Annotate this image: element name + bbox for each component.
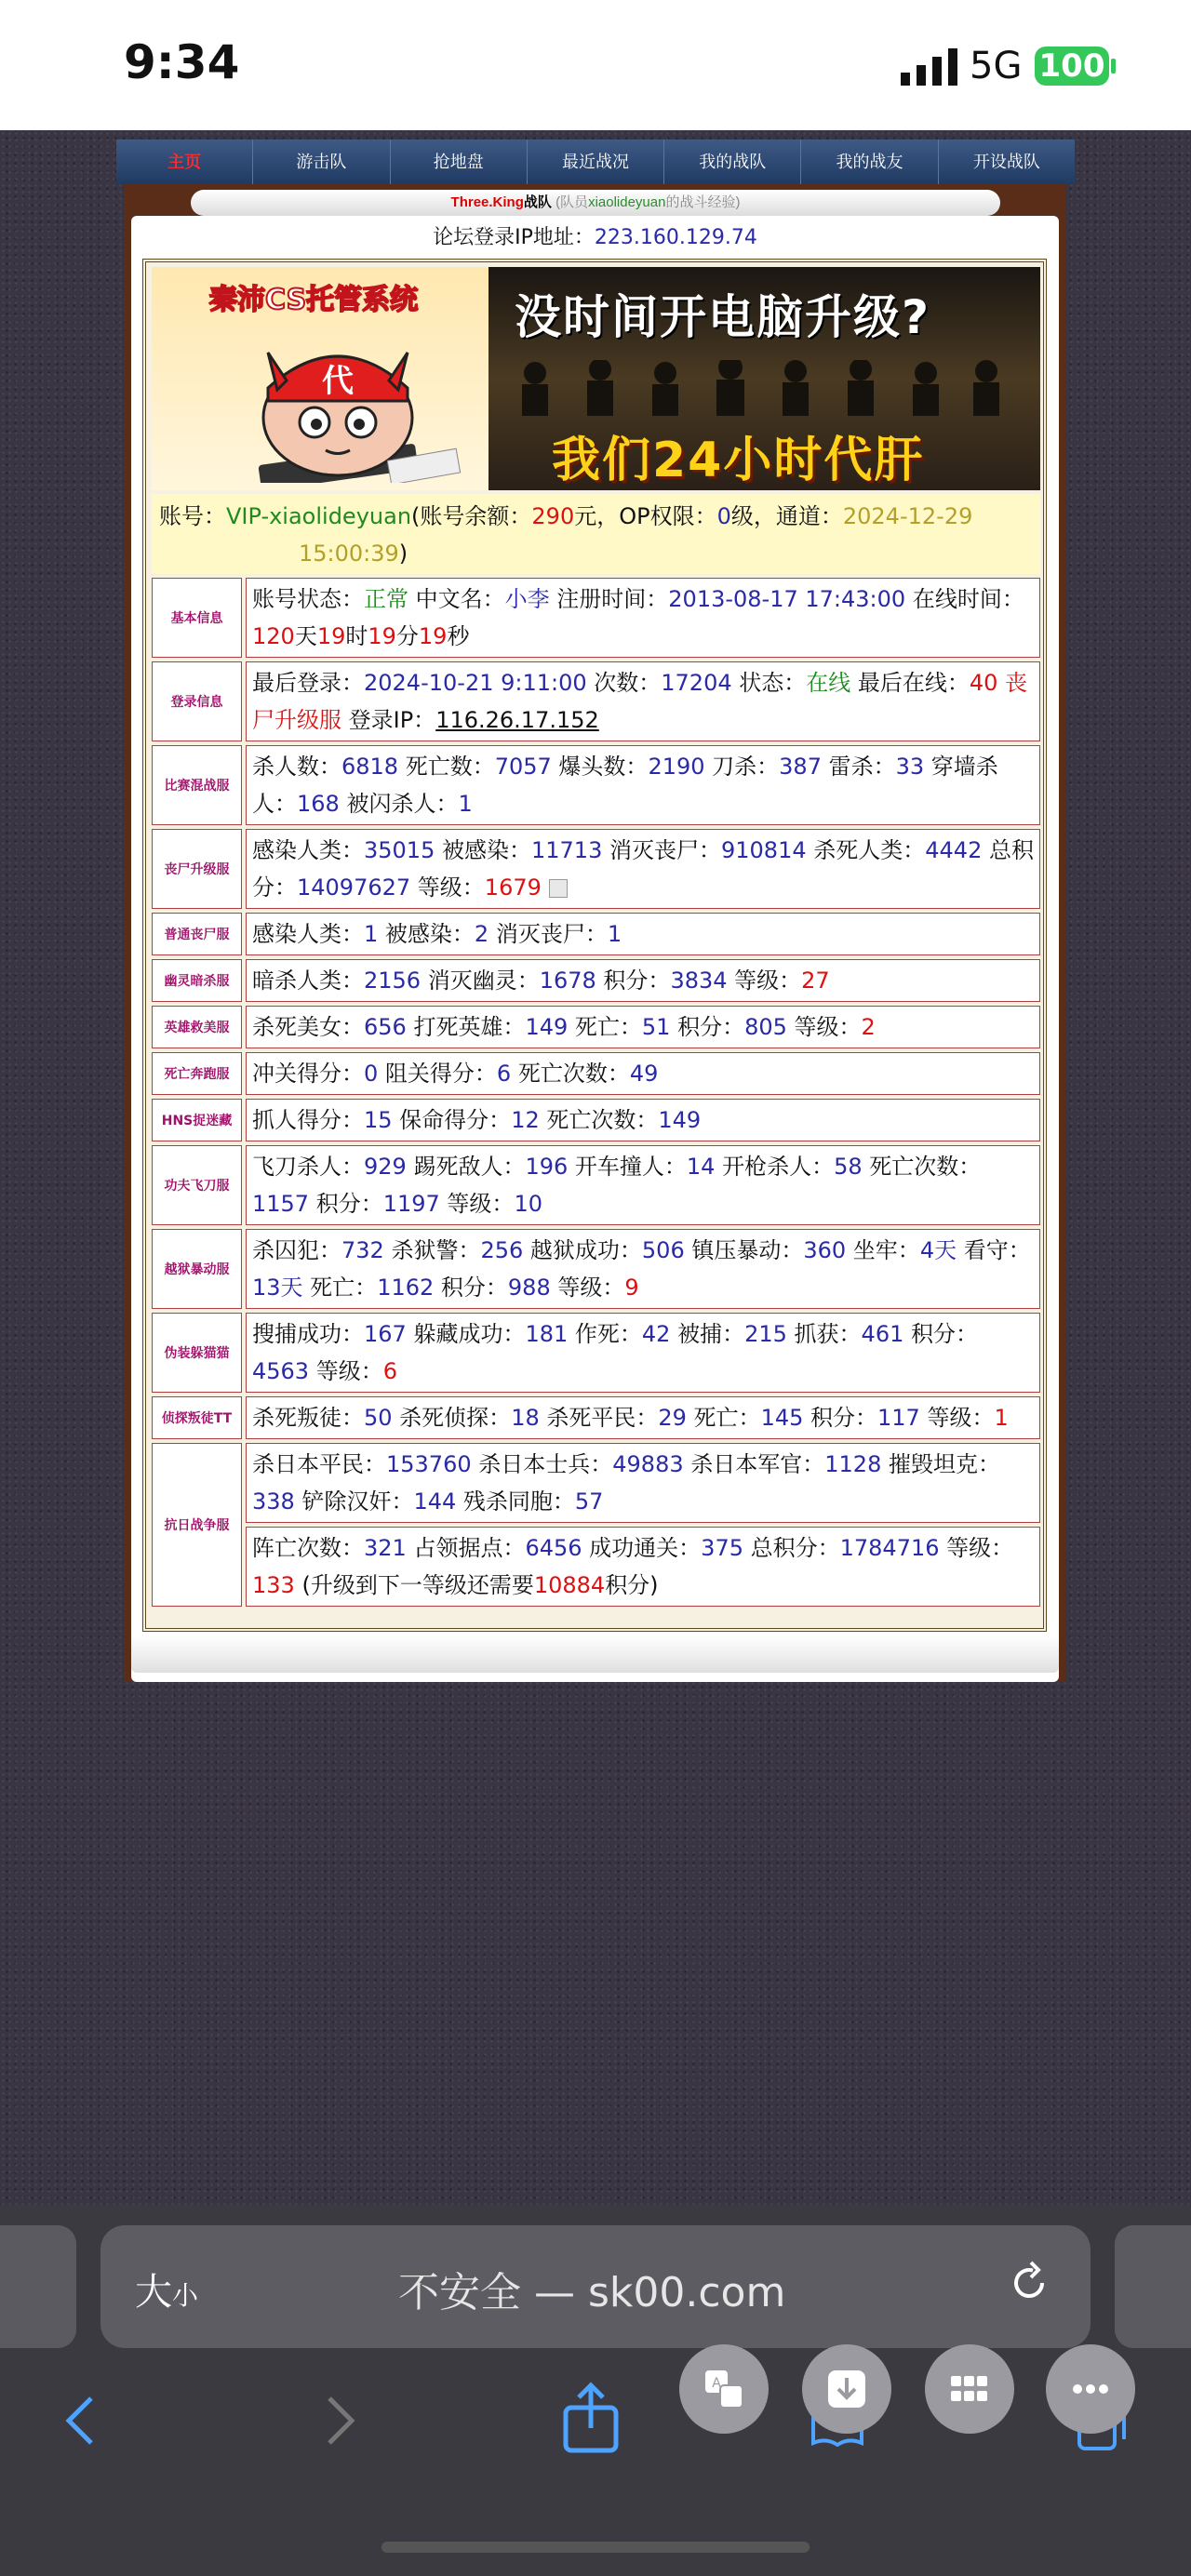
stat-label: 死亡： [686, 1405, 761, 1431]
stat-value: 215 [744, 1321, 787, 1347]
apps-button[interactable] [925, 2344, 1014, 2434]
stat-value: 29 [658, 1405, 687, 1431]
stat-value: 1 [607, 921, 622, 947]
team-note-suffix: 的战斗经验) [665, 194, 741, 210]
stat-value: 2024-10-21 9:11:00 [364, 670, 587, 696]
share-icon[interactable] [558, 2382, 623, 2456]
stat-label: 飞刀杀人： [252, 1154, 364, 1180]
stat-value: 153760 [386, 1451, 472, 1477]
table-row [152, 578, 1040, 658]
stat-label: 杀死侦探： [392, 1405, 512, 1431]
stat-value: 181 [525, 1321, 569, 1347]
stat-value: 正常 [364, 586, 408, 612]
network-type: 5G [970, 45, 1023, 87]
stat-value: 14 [686, 1154, 716, 1180]
stat-label: 作死： [568, 1321, 642, 1347]
stat-value: 57 [574, 1488, 604, 1515]
stat-unit: 时 [345, 623, 368, 649]
forum-ip [141, 220, 1050, 257]
stat-label: 等级： [727, 968, 802, 994]
table-row [152, 745, 1040, 825]
stat-label: 成功通关： [582, 1535, 702, 1561]
url-text[interactable]: 不安全 — sk00.com [398, 2269, 786, 2316]
stat-value: 656 [364, 1014, 407, 1040]
stat-value: 1 [458, 791, 473, 817]
stat-value: 12 [511, 1107, 540, 1133]
row-line [246, 1527, 1040, 1607]
stat-label: 杀死美女： [252, 1014, 364, 1040]
stat-value: 0 [364, 1061, 379, 1087]
table-row [152, 1229, 1040, 1309]
op-level: 0 [716, 503, 731, 529]
account-summary [152, 494, 1040, 574]
table-row [152, 1099, 1040, 1141]
account-close: ) [398, 541, 408, 567]
stat-value: 805 [744, 1014, 787, 1040]
row-line [246, 745, 1040, 825]
stat-label: 注册时间： [549, 586, 669, 612]
stat-label: 看守： [957, 1237, 1031, 1263]
stat-label: 爆头数： [551, 754, 649, 780]
stat-value: 1162 [377, 1275, 435, 1301]
rank-badge-icon [549, 879, 568, 898]
stat-unit: 天 [294, 623, 317, 649]
stat-value: 小李 [504, 586, 550, 612]
stat-value: 732 [341, 1237, 384, 1263]
panel-footer [131, 1635, 1059, 1673]
stat-value: 9 [624, 1275, 639, 1301]
stat-value: 19 [368, 623, 396, 649]
balance-unit: 元，OP权限： [574, 503, 717, 529]
svg-text:A: A [712, 2376, 721, 2391]
row-line [246, 1443, 1040, 1523]
home-indicator [381, 2542, 810, 2553]
stat-value: 49 [629, 1061, 659, 1087]
last-online-server[interactable]: 丧尸升级服 [252, 670, 1028, 733]
stat-label: 积分： [309, 1191, 383, 1217]
row-line [246, 959, 1040, 1002]
stat-label: 抓人得分： [252, 1107, 364, 1133]
stat-label: 杀日本士兵： [471, 1451, 613, 1477]
row-label: 侦探叛徒TT [152, 1396, 242, 1439]
stat-label: 杀囚犯： [252, 1237, 341, 1263]
stat-label: 越狱成功： [523, 1237, 642, 1263]
stat-value: 1678 [539, 968, 596, 994]
stat-value: 1157 [252, 1191, 310, 1217]
channel-time: 15:00:39 [299, 541, 399, 567]
stat-value: 149 [525, 1014, 569, 1040]
stat-unit: 分 [395, 623, 419, 649]
stat-value: 2 [861, 1014, 876, 1040]
account-vip: VIP-xiaolideyuan [226, 503, 412, 529]
stat-unit: 秒 [447, 623, 470, 649]
team-suffix: 战队 [523, 194, 552, 210]
stat-label: 消灭丧尸： [488, 921, 608, 947]
stat-label: 残杀同胞： [456, 1488, 575, 1515]
stat-value: 506 [641, 1237, 685, 1263]
stat-value: 117 [877, 1405, 920, 1431]
stat-value: 360 [803, 1237, 847, 1263]
stat-value: 133 [252, 1572, 295, 1598]
stat-label: 抓获： [786, 1321, 862, 1347]
stat-value: 461 [861, 1321, 904, 1347]
row-label: 幽灵暗杀服 [152, 959, 242, 1002]
row-label: 功夫飞刀服 [152, 1145, 242, 1225]
stat-value: 49883 [612, 1451, 684, 1477]
mascot-char: 代 [322, 363, 354, 400]
stat-value: 40 [969, 670, 998, 696]
row-label: 伪装躲猫猫 [152, 1313, 242, 1393]
stat-value: 910814 [721, 837, 807, 863]
row-line [246, 1229, 1040, 1309]
banner-left [152, 267, 488, 490]
forward-icon[interactable] [320, 2393, 361, 2449]
channel-label: 级，通道： [730, 503, 843, 529]
stat-value: 4442 [925, 837, 983, 863]
banner-right-title: 没时间开电脑升级? [515, 290, 931, 344]
stat-value: 19 [418, 623, 448, 649]
stat-label: 感染人类： [252, 837, 364, 863]
stat-value: 1197 [382, 1191, 440, 1217]
stat-value: 144 [413, 1488, 457, 1515]
table-row [152, 829, 1040, 909]
stat-label: 消灭幽灵： [421, 968, 540, 994]
stat-label: 刀杀： [704, 754, 780, 780]
stat-label: 最后登录： [252, 670, 364, 696]
download-icon [824, 2367, 869, 2411]
stat-label: 死亡： [568, 1014, 642, 1040]
forum-ip-value: 223.160.129.74 [594, 226, 757, 249]
nav-create-team[interactable]: 开设战队 [972, 153, 1040, 171]
account-label: 账号： [159, 503, 226, 529]
nav-my-friends[interactable]: 我的战友 [801, 140, 938, 184]
login-ip-link[interactable]: 116.26.17.152 [435, 707, 599, 733]
row-line [246, 1052, 1040, 1095]
stat-label: 踢死敌人： [406, 1154, 526, 1180]
stat-label: 躲藏成功： [406, 1321, 526, 1347]
stat-value: 11713 [531, 837, 603, 863]
main-nav [116, 140, 1075, 184]
stat-label: 摧毁坦克： [881, 1451, 1000, 1477]
row-label: 比赛混战服 [152, 745, 242, 825]
row-line [246, 913, 1040, 955]
stat-label: 坐牢： [846, 1237, 920, 1263]
row-line [246, 829, 1040, 909]
stat-value: 256 [480, 1237, 524, 1263]
stat-label: 积分： [670, 1014, 745, 1040]
nav-recent-battles[interactable]: 最近战况 [528, 140, 664, 184]
stat-value: 51 [641, 1014, 671, 1040]
stat-label: 保命得分： [392, 1107, 512, 1133]
stat-label: 开枪杀人： [715, 1154, 835, 1180]
stat-value: 1128 [824, 1451, 882, 1477]
stat-label: 积分： [803, 1405, 878, 1431]
stat-label: 账号状态： [252, 586, 364, 612]
row-line [246, 661, 1040, 741]
stat-value: 196 [525, 1154, 569, 1180]
stat-label: 被捕： [670, 1321, 745, 1347]
stat-label: 搜捕成功： [252, 1321, 364, 1347]
table-row [152, 661, 1040, 741]
stat-label: 积分： [596, 968, 671, 994]
row-line [246, 1313, 1040, 1393]
stat-label: 等级： [939, 1535, 1014, 1561]
stat-value: 4563 [252, 1358, 310, 1384]
stat-label: 等级： [786, 1014, 862, 1040]
team-name: Three.King [450, 194, 524, 210]
row-label: 英雄救美服 [152, 1006, 242, 1048]
stat-label: 杀人数： [252, 754, 341, 780]
ad-banner[interactable] [152, 267, 1040, 490]
stat-value: 168 [297, 791, 340, 817]
row-label: HNS捉迷藏 [152, 1099, 242, 1141]
stat-value: 2156 [364, 968, 422, 994]
stat-label: 死亡次数： [862, 1154, 982, 1180]
team-member: xiaolideyuan [588, 194, 666, 210]
stat-label: 等级： [410, 874, 485, 901]
stat-label: 状态： [731, 670, 807, 696]
row-line [246, 1006, 1040, 1048]
back-icon[interactable] [60, 2393, 100, 2449]
stat-value: 在线 [806, 670, 851, 696]
stat-value: 17204 [661, 670, 732, 696]
stat-value: 35015 [364, 837, 435, 863]
stat-label: 杀日本军官： [683, 1451, 825, 1477]
stat-value: 33 [895, 754, 925, 780]
text-size-button[interactable] [135, 2262, 198, 2316]
stat-label: 最后在线： [850, 670, 970, 696]
stat-label: 总积分： [252, 837, 1034, 901]
stat-label: 阻关得分： [378, 1061, 497, 1087]
team-note-prefix: (队员 [555, 194, 589, 210]
stat-value: 14097627 [297, 874, 411, 901]
row-label: 登录信息 [152, 661, 242, 741]
stat-label: 积分： [903, 1321, 978, 1347]
table-row [152, 1396, 1040, 1439]
stat-label: 开车撞人： [568, 1154, 687, 1180]
stat-label: 死亡次数： [539, 1107, 659, 1133]
row-label: 基本信息 [152, 578, 242, 658]
row-line [246, 1396, 1040, 1439]
stat-label: (升级到下一等级还需要 [301, 1572, 534, 1598]
stat-value: 4天 [919, 1237, 957, 1263]
text-size-big: 大 [135, 2271, 172, 2314]
nav-my-team[interactable]: 我的战队 [664, 140, 801, 184]
stat-value: 929 [364, 1154, 407, 1180]
stat-value: 387 [779, 754, 822, 780]
stat-value: 10 [514, 1191, 542, 1217]
stat-value: 10884 [533, 1572, 606, 1598]
stat-label: 积分： [434, 1275, 508, 1301]
stat-value: 338 [252, 1488, 295, 1515]
stat-value: 2 [474, 921, 489, 947]
row-line [246, 1145, 1040, 1225]
stat-label: 镇压暴动： [684, 1237, 804, 1263]
stat-label: 总积分： [743, 1535, 840, 1561]
stat-value: 42 [641, 1321, 671, 1347]
stat-label: 杀死平民： [539, 1405, 659, 1431]
stat-value: 58 [834, 1154, 863, 1180]
stat-value: 6 [382, 1358, 397, 1384]
table-row [152, 1313, 1040, 1393]
stat-label: 杀日本平民： [252, 1451, 386, 1477]
table-row [152, 1006, 1040, 1048]
stat-label: 等级： [919, 1405, 995, 1431]
row-line [246, 1099, 1040, 1141]
nav-home[interactable]: 主页 [116, 140, 253, 184]
previous-tab-preview[interactable] [0, 2225, 76, 2348]
forum-ip-label: 论坛登录IP地址： [433, 226, 595, 249]
stat-value: 27 [801, 968, 830, 994]
stat-value: 1 [364, 921, 379, 947]
stat-value: 6818 [341, 754, 399, 780]
stat-label: 死亡数： [398, 754, 495, 780]
stat-value: 50 [364, 1405, 393, 1431]
stat-value: 167 [364, 1321, 407, 1347]
stat-label: 等级： [309, 1358, 383, 1384]
stat-value: 1784716 [839, 1535, 940, 1561]
stat-label: 登录IP： [341, 707, 436, 733]
text-size-small: 小 [172, 2280, 199, 2311]
more-button[interactable] [1046, 2344, 1135, 2434]
next-tab-preview[interactable] [1115, 2225, 1191, 2348]
status-bar [0, 0, 1191, 130]
stat-value: 6 [496, 1061, 512, 1087]
stat-label: 冲关得分： [252, 1061, 364, 1087]
download-button[interactable] [802, 2344, 891, 2434]
stat-label: 杀狱警： [383, 1237, 481, 1263]
clock: 9:34 [124, 35, 240, 89]
stat-value: 375 [701, 1535, 743, 1561]
battery-icon: 100 [1035, 47, 1109, 86]
stat-label: 消灭丧尸： [602, 837, 721, 863]
stat-label: 杀死人类： [806, 837, 926, 863]
translate-icon [702, 2367, 746, 2411]
nav-territory[interactable]: 抢地盘 [391, 140, 528, 184]
stat-label: 阵亡次数： [252, 1535, 364, 1561]
account-balance: 290 [531, 503, 575, 529]
soldiers-image [498, 360, 1019, 416]
row-label: 死亡奔跑服 [152, 1052, 242, 1095]
stat-unit: 积分) [605, 1572, 659, 1598]
table-row [152, 1443, 1040, 1607]
battery-tip [1111, 59, 1116, 73]
mascot-icon [249, 315, 463, 483]
row-label: 普通丧尸服 [152, 913, 242, 955]
stat-value: 1 [994, 1405, 1009, 1431]
stat-value: 6456 [525, 1535, 582, 1561]
stat-label: 中文名： [408, 586, 505, 612]
stat-label: 打死英雄： [406, 1014, 526, 1040]
stat-label: 杀死叛徒： [252, 1405, 364, 1431]
stat-label: 穿墙杀人： [252, 754, 998, 817]
team-tab[interactable] [191, 190, 1000, 216]
stat-value: 988 [507, 1275, 551, 1301]
table-row [152, 1052, 1040, 1095]
stat-label: 感染人类： [252, 921, 364, 947]
stat-value: 19 [316, 623, 346, 649]
stat-value: 149 [658, 1107, 702, 1133]
row-label: 丧尸升级服 [152, 829, 242, 909]
table-row [152, 913, 1040, 955]
row-line [246, 578, 1040, 658]
stat-value: 3834 [670, 968, 728, 994]
stat-value: 145 [760, 1405, 804, 1431]
row-label: 抗日战争服 [152, 1443, 242, 1607]
stat-label: 次数： [586, 670, 662, 696]
translate-button[interactable] [679, 2344, 769, 2434]
stat-label: 雷杀： [821, 754, 896, 780]
stat-value: 7057 [494, 754, 552, 780]
grid-icon [947, 2367, 992, 2411]
more-icon [1068, 2367, 1113, 2411]
stats-table [152, 578, 1040, 1610]
stat-value: 2013-08-17 17:43:00 [668, 586, 906, 612]
stat-label: 被感染： [435, 837, 531, 863]
stat-label: 占领据点： [406, 1535, 526, 1561]
stat-label: 死亡次数： [511, 1061, 630, 1087]
stat-value: 120 [252, 623, 295, 649]
signal-icon [901, 48, 958, 86]
row-label: 越狱暴动服 [152, 1229, 242, 1309]
channel-date: 2024-12-29 [842, 503, 973, 529]
stat-label: 被闪杀人： [339, 791, 459, 817]
table-row [152, 1145, 1040, 1225]
stat-label: 在线时间： [905, 586, 1024, 612]
stat-value: 2190 [648, 754, 705, 780]
stat-label: 被感染： [378, 921, 475, 947]
balance-label: (账号余额： [411, 503, 532, 529]
stat-label: 死亡： [302, 1275, 378, 1301]
stat-value: 18 [511, 1405, 540, 1431]
nav-guerrilla[interactable]: 游击队 [253, 140, 390, 184]
stat-value: 1679 [484, 874, 542, 901]
stat-value: 13天 [252, 1275, 303, 1301]
banner-left-title: 秦沛CS托管系统 [209, 284, 419, 316]
stat-value: 15 [364, 1107, 393, 1133]
table-row [152, 959, 1040, 1002]
stat-label: 铲除汉奸： [294, 1488, 414, 1515]
stat-label: 等级： [550, 1275, 625, 1301]
stat-label: 暗杀人类： [252, 968, 364, 994]
reload-icon[interactable] [1005, 2259, 1053, 2307]
stat-value: 321 [364, 1535, 407, 1561]
banner-subtitle: 我们24小时代肝 [552, 433, 925, 488]
stat-label: 等级： [439, 1191, 515, 1217]
